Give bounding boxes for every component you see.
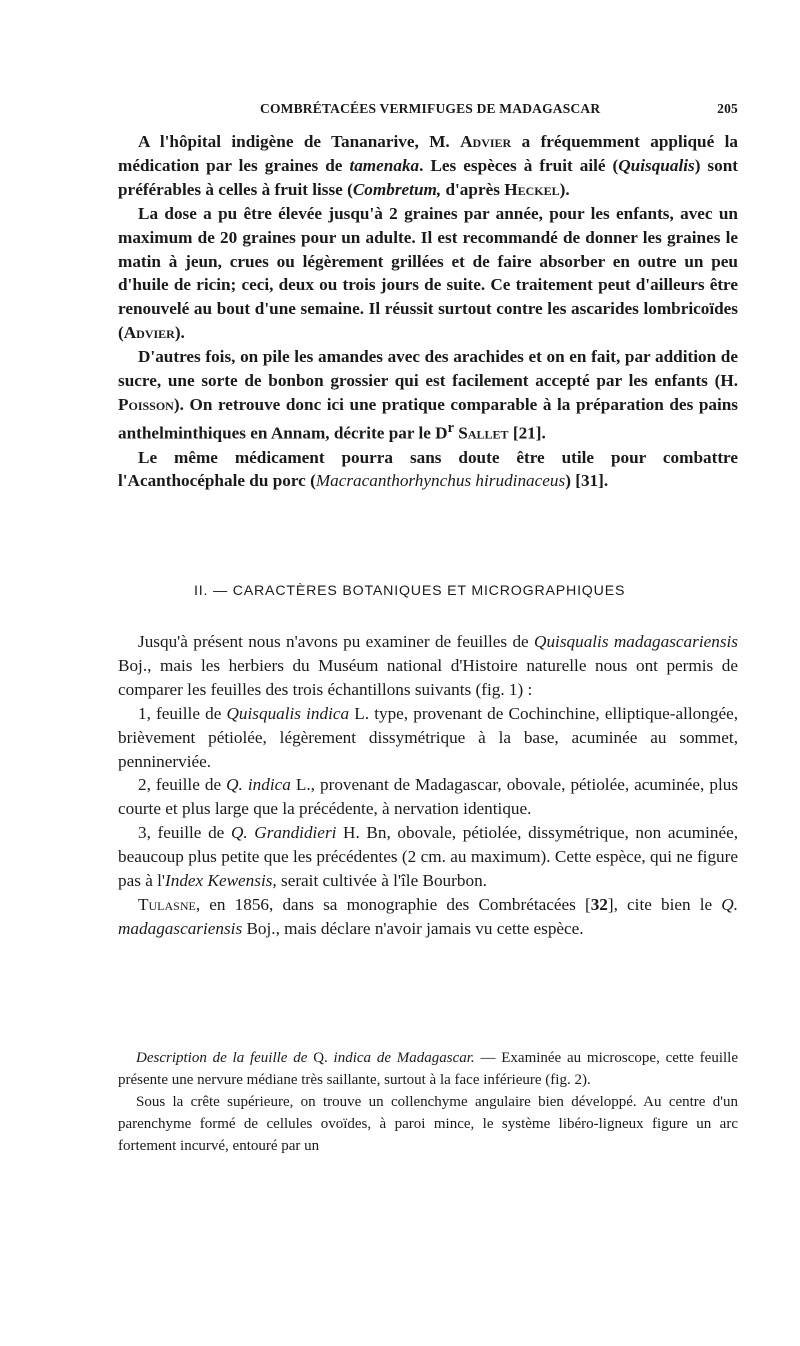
paragraph-1 — [118, 130, 738, 202]
text: ). On retrouve donc ici une pratique comparable à la préparation des pains anthelminthiques en Annam, décrite par le D — [118, 394, 738, 443]
author-name: Poisson — [118, 394, 174, 414]
paragraph-8 — [118, 821, 738, 893]
text: L., provenant de Madagascar, obovale, pétiolée, acuminée, plus courte et plus large que la précédente, à nervation identique. — [118, 775, 739, 819]
text: [ — [508, 423, 519, 443]
species-name: Q. madagascariensis — [118, 894, 738, 938]
paragraph-9 — [118, 893, 738, 941]
page-number: 205 — [717, 101, 738, 116]
species-name: Q. indica — [226, 775, 291, 795]
author-name: Advier — [460, 132, 512, 151]
species-name: Quisqualis madagascariensis — [534, 632, 738, 651]
text: A l'hôpital indigène de Tananarive, M. — [138, 132, 461, 151]
text: ], cite bien le — [607, 894, 722, 914]
paragraph-11 — [118, 1091, 738, 1157]
description-heading: Description de la feuille de — [136, 1050, 314, 1066]
text: Boj., mais déclare n'avoir jamais vu cette espèce. — [242, 918, 584, 938]
paragraph-6 — [118, 702, 738, 774]
text: H. Bn, obovale, pétiolée, dissymétrique, non acuminée, beaucoup plus petite que les précédentes (2 cm. au maximum). Cette espèce, qui ne figure pas à l' — [118, 823, 738, 891]
section-heading: II. — CARACTÈRES BOTANIQUES ET MICROGRAPHIQUES — [194, 583, 626, 599]
text: D'autres fois, on pile les amandes avec des arachides et on en fait, par addition de sucre, une sorte de bonbon grossier qui est facilement accepté par les enfants (H. — [118, 347, 738, 391]
text: Le même médicament pourra sans doute être utile pour combattre l'Acanthocéphale du porc ( — [118, 447, 738, 491]
paragraph-7 — [118, 773, 738, 821]
text: Jusqu'à présent nous n'avons pu examiner de feuilles de — [138, 632, 535, 651]
text: ). — [559, 179, 570, 199]
text-block-botany — [118, 630, 738, 941]
species-name: Q. Grandidieri — [230, 823, 337, 843]
paragraph-2 — [118, 202, 738, 345]
text: 3, feuille de — [138, 823, 231, 843]
text-block-description — [118, 1047, 738, 1157]
running-title: COMBRÉTACÉES VERMIFUGES DE MADAGASCAR — [260, 101, 601, 116]
text: 2, feuille de — [138, 775, 227, 795]
text: Q. — [313, 1050, 328, 1066]
text: Boj., mais les herbiers du Muséum national d'Histoire naturelle nous ont permis de comparer les feuilles des trois échantillons suivants (fig. 1) : — [118, 655, 738, 699]
species-name: Quisqualis indica — [226, 703, 350, 723]
reference-number: 32 — [590, 894, 608, 914]
description-heading: indica de Madagascar. — [327, 1050, 475, 1066]
text-block-top — [118, 130, 738, 493]
author-name: Tulasne — [138, 894, 196, 914]
author-name: Heckel — [504, 179, 560, 199]
reference-number: 21 — [518, 423, 536, 443]
paragraph-3 — [118, 345, 738, 445]
index-title: Index Kewensis, — [165, 871, 277, 891]
text: 1, feuille de — [138, 703, 227, 723]
text: L. type, provenant de Cochinchine, elliptique-allongée, brièvement pétiolée, légèrement dissymétrique à la base, acuminée au sommet, penninerviée. — [118, 703, 739, 771]
text: ). — [174, 323, 185, 343]
text: , en 1856, dans sa monographie des Combrétacées [ — [195, 894, 591, 914]
species-name: Macracanthorhynchus hirudinaceus — [315, 471, 566, 491]
plant-name: tamenaka — [349, 155, 420, 175]
author-name: Sallet — [453, 423, 509, 443]
text: — Examinée au microscope, cette feuille présente une nervure médiane très saillante, surtout à la face inférieure (fig. 2). — [118, 1050, 738, 1088]
text: Sous la crête supérieure, on trouve un collenchyme angulaire bien développé. Au centre d'un parenchyme formé de cellules ovoïdes, à paroi mince, le système libéro-ligneux figure un arc fortement incurvé, entouré par un — [118, 1094, 738, 1154]
text: a fréquemment appliqué la médication par les graines de — [118, 132, 738, 175]
text: ]. — [598, 471, 609, 491]
text: ) sont préférables à celles à fruit lisse ( — [118, 155, 738, 199]
genus-name: Combretum, — [352, 179, 442, 199]
text: ]. — [535, 423, 546, 443]
author-name: Advier — [123, 323, 175, 343]
text: serait cultivée à l'île Bourbon. — [276, 871, 487, 891]
superscript: r — [447, 419, 454, 436]
text: La dose a pu être élevée jusqu'à 2 graines par année, pour les enfants, avec un maximum de 20 graines pour un adulte. Il est recommandé de donner les graines le matin à jeun, crues ou légèrement grillées et de faire absorber en outre un peu d'huile de ricin; ceci, deux ou trois jours de suite. Ce traitement peut d'ailleurs être renouvelé au bout d'une semaine. Il réussit surtout contre les ascarides lombricoïdes ( — [118, 203, 738, 343]
text: ) [ — [565, 471, 581, 491]
genus-name: Quisqualis — [618, 155, 695, 175]
text: d'après — [441, 179, 505, 199]
running-header — [118, 101, 738, 121]
paragraph-5 — [118, 630, 738, 702]
reference-number: 31 — [580, 471, 599, 491]
text: . Les espèces à fruit ailé ( — [419, 155, 619, 175]
paragraph-4 — [118, 446, 738, 494]
paragraph-10 — [118, 1047, 738, 1091]
